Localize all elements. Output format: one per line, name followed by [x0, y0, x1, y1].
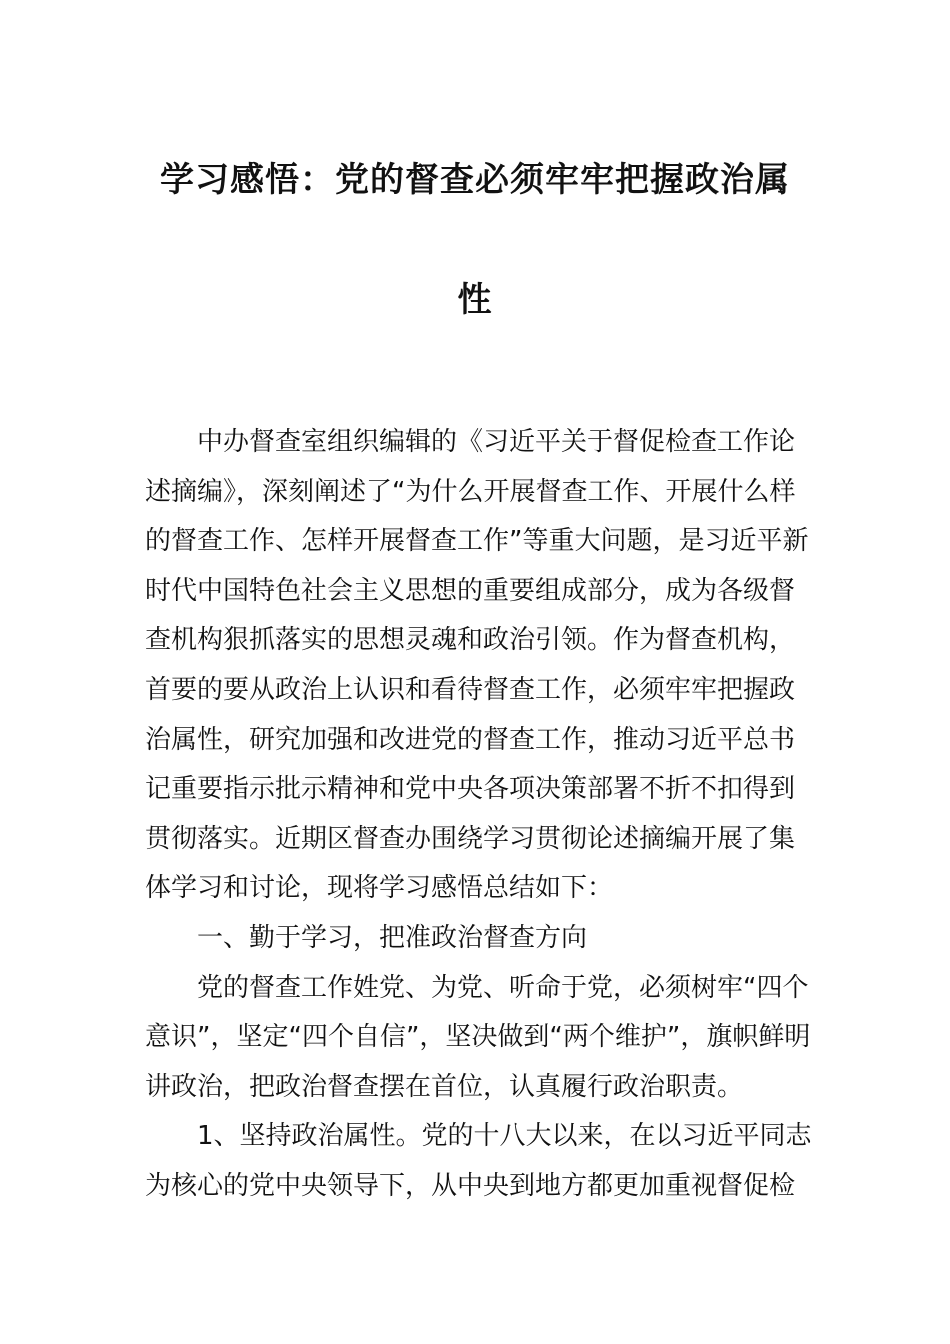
- body-line: 讲政治，把政治督查摆在首位，认真履行政治职责。: [145, 1071, 744, 1102]
- subsection-line: 1、坚持政治属性。党的十八大以来，在以习近平同志: [197, 1121, 812, 1152]
- body-line: 为核心的党中央领导下，从中央到地方都更加重视督促检: [145, 1170, 796, 1201]
- body-line: 治属性，研究加强和改进党的督查工作，推动习近平总书: [145, 724, 796, 755]
- body-line: 的督查工作、怎样开展督查工作”等重大问题，是习近平新: [145, 526, 809, 557]
- document-title-line-1: 学习感悟：党的督查必须牢牢把握政治属: [160, 160, 790, 200]
- body-line: 首要的要从政治上认识和看待督查工作，必须牢牢把握政: [145, 674, 796, 705]
- body-line: 体学习和讨论，现将学习感悟总结如下：: [145, 873, 614, 904]
- body-line: 查机构狠抓落实的思想灵魂和政治引领。作为督查机构，: [145, 625, 796, 656]
- body-line: 述摘编》，深刻阐述了“为什么开展督查工作、开展什么样: [145, 476, 796, 507]
- body-line: 时代中国特色社会主义思想的重要组成部分，成为各级督: [145, 575, 796, 606]
- section-heading: 一、勤于学习，把准政治督查方向: [197, 922, 588, 953]
- document-title-line-2: 性: [457, 280, 493, 320]
- body-line: 中办督查室组织编辑的《习近平关于督促检查工作论: [197, 427, 796, 457]
- body-line: 党的督查工作姓党、为党、听命于党，必须树牢“四个: [197, 972, 809, 1003]
- body-line: 意识”，坚定“四个自信”，坚决做到“两个维护”，旗帜鲜明: [145, 1022, 811, 1053]
- body-line: 贯彻落实。近期区督查办围绕学习贯彻论述摘编开展了集: [145, 823, 796, 854]
- body-line: 记重要指示批示精神和党中央各项决策部署不折不扣得到: [145, 774, 796, 805]
- document-body: [145, 418, 825, 1212]
